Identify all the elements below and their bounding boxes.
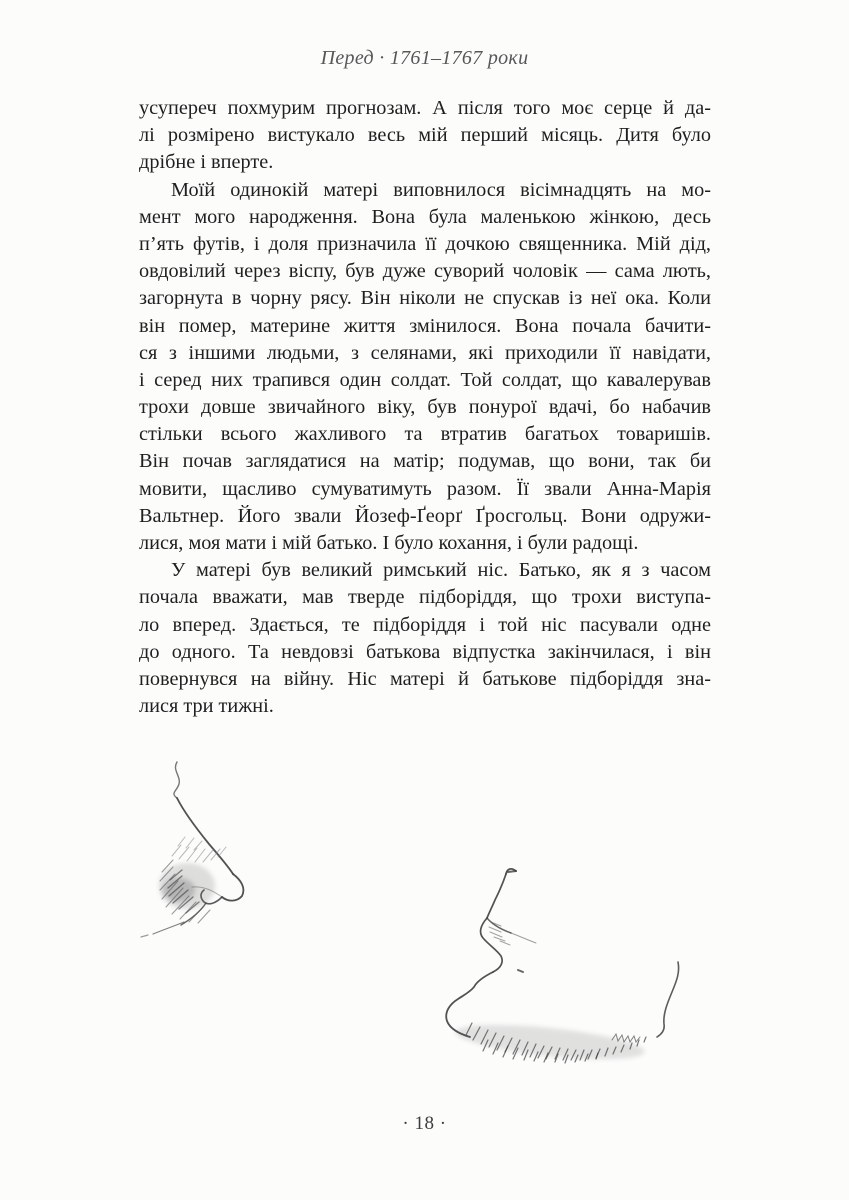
- text-line: лі розмірено вистукало весь мій перший місяць. Дитя було: [139, 124, 711, 147]
- text-line: і серед них трапився один солдат. Той солдат, що кавалерував: [139, 368, 711, 391]
- text-line: загорнута в чорну рясу. Він ніколи не спускав із неї ока. Коли: [139, 287, 711, 310]
- text-line: дрібне і вперте.: [139, 151, 274, 174]
- text-line: мовити, щасливо сумуватимуть разом. Її звали Анна-Марія: [139, 477, 711, 500]
- text-line: повернувся на війну. Ніс матері й батькове підборіддя зна-: [139, 667, 711, 690]
- text-line: мент мого народження. Вона була маленькою жінкою, десь: [139, 205, 711, 228]
- text-line: лися три тижні.: [139, 695, 274, 718]
- nose-and-chin-sketch-illustration: [120, 740, 720, 1120]
- text-line: трохи довше звичайного віку, був понурої вдачі, бо набачив: [139, 396, 711, 419]
- text-line: У матері був великий римський ніс. Батько, як я з часом: [171, 559, 711, 582]
- chin-sketch: [446, 869, 678, 1066]
- text-line: ло вперед. Здається, те підборіддя і той ніс пасували одне: [139, 613, 711, 636]
- paragraph: [139, 557, 711, 720]
- text-line: ся з іншими людьми, з селянами, які приходили її навідати,: [139, 341, 711, 364]
- text-line: овдовілий через віспу, був дуже суворий чоловік — сама лють,: [139, 260, 711, 283]
- text-line: лися, моя мати і мій батько. І було кохання, і були радощі.: [139, 532, 639, 554]
- paragraph: [139, 177, 711, 558]
- page-number: · 18 ·: [402, 1113, 447, 1134]
- text-line: він помер, материне життя змінилося. Вона почала бачити-: [139, 314, 711, 337]
- running-head: Перед · 1761–1767 роки: [320, 47, 529, 69]
- text-line: Моїй одинокій матері виповнилося вісімнадцять на мо-: [171, 178, 711, 201]
- nose-sketch: [141, 762, 243, 937]
- paragraph: [139, 95, 711, 177]
- text-line: почала вважати, мав тверде підборіддя, що трохи виступа-: [139, 586, 711, 609]
- text-block: [139, 95, 711, 720]
- text-line: Вальтнер. Його звали Йозеф-Ґеорґ Ґросгольц. Вони одружи-: [139, 504, 711, 527]
- text-line: до одного. Та невдовзі батькова відпустка закінчилася, і він: [139, 640, 711, 663]
- text-line: усупереч похмурим прогнозам. А після того моє серце й да-: [139, 97, 711, 119]
- text-line: стільки всього жахливого та втратив багатьох товаришів.: [139, 423, 711, 446]
- text-line: п’ять футів, і доля призначила її дочкою священника. Мій дід,: [139, 232, 711, 255]
- text-line: Він почав заглядатися на матір; подумав, що вони, так би: [139, 450, 711, 473]
